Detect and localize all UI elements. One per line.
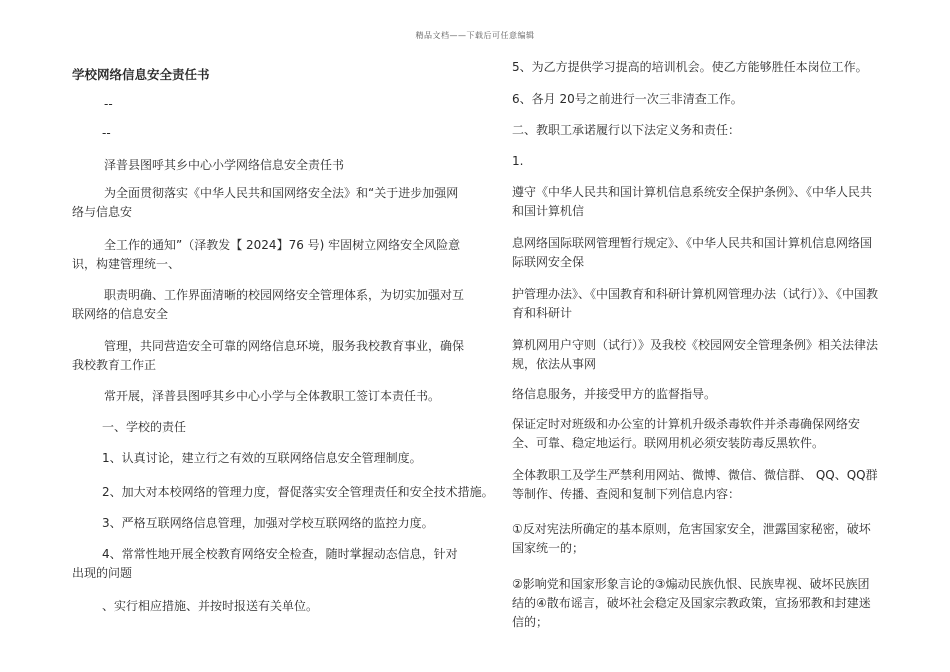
staff-law-text-5: 络信息服务，并接受甲方的监督指导。 <box>512 387 717 401</box>
dash-line-1: -- <box>104 97 113 111</box>
prohibited-item-1: ①反对宪法所确定的基本原则，危害国家安全，泄露国家秘密，破坏国家统一的； <box>512 522 871 555</box>
paragraph-5: 常开展，泽普县图呼其乡中心小学与全体教职工签订本责任书。 <box>104 389 441 403</box>
school-duty-4-continued: 、实行相应措施、并按时报送有关单位。 <box>102 599 319 613</box>
section-heading-staff: 二、教职工承诺履行以下法定义务和责任： <box>512 123 741 137</box>
school-duty-6: 6、各月 20号之前进行一次三非清查工作。 <box>512 92 743 106</box>
school-duty-5: 5、为乙方提供学习提高的培训机会。使乙方能够胜任本岗位工作。 <box>512 60 868 74</box>
prohibited-content-intro: 全体教职工及学生严禁利用网站、微博、微信、微信群、 QQ、QQ群等制作、传播、查阅和复制下列信息内容： <box>512 468 878 501</box>
document-title: 学校网络信息安全责任书 <box>72 67 210 82</box>
document-subtitle: 泽普县图呼其乡中心小学网络信息安全责任书 <box>104 158 345 172</box>
staff-law-text-3: 护管理办法》、《中国教育和科研计算机网管理办法（试行）》、《中国教育和科研计 <box>512 287 879 320</box>
staff-law-text-4: 算机网用户守则（试行）》及我校《校园网安全管理条例》相关法律法规，依法从事网 <box>512 338 879 371</box>
paragraph-2: 全工作的通知”（泽教发【 2024】76 号) 牢固树立网络安全风险意识，构建管理统一、 <box>72 238 461 271</box>
right-column <box>512 0 880 672</box>
school-duty-1: 1、认真讨论，建立行之有效的互联网络信息安全管理制度。 <box>102 451 422 465</box>
staff-law-text-2: 息网络国际联网管理暂行规定》、《中华人民共和国计算机信息网络国际联网安全保 <box>512 236 873 269</box>
paragraph-1: 为全面贯彻落实《中华人民共和国网络安全法》和“关于进步加强网络与信息安 <box>72 186 459 219</box>
staff-item-number: 1. <box>512 154 524 168</box>
paragraph-4: 管理，共同营造安全可靠的网络信息环境，服务我校教育事业，确保我校教育工作正 <box>72 339 465 372</box>
antivirus-paragraph: 保证定时对班级和办公室的计算机升级杀毒软件并杀毒确保网络安全、可靠、稳定地运行。联网用机必须安装防毒反黑软件。 <box>512 417 861 450</box>
paragraph-3: 职责明确、工作界面清晰的校园网络安全管理体系，为切实加强对互联网络的信息安全 <box>72 288 465 321</box>
header-note: 精品文档——下载后可任意编辑 <box>415 31 535 40</box>
school-duty-3: 3、严格互联网络信息管理，加强对学校互联网络的监控力度。 <box>102 516 434 530</box>
section-heading-school: 一、学校的责任 <box>102 420 187 434</box>
dash-line-2: -- <box>102 126 111 140</box>
staff-law-text-1: 遵守《中华人民共和国计算机信息系统安全保护条例》、《中华人民共和国计算机信 <box>512 185 873 218</box>
school-duty-4: 4、常常性地开展全校教育网络安全检查，随时掌握动态信息，针对出现的问题 <box>72 547 458 580</box>
prohibited-items-2-4: ②影响党和国家形象言论的③煽动民族仇恨、民族卑视、破坏民族团结的④散布谣言，破坏社会稳定及国家宗教政策，宣扬邪教和封建迷信的； <box>512 577 871 629</box>
school-duty-2: 2、加大对本校网络的管理力度，督促落实安全管理责任和安全技术措施。 <box>102 485 494 499</box>
